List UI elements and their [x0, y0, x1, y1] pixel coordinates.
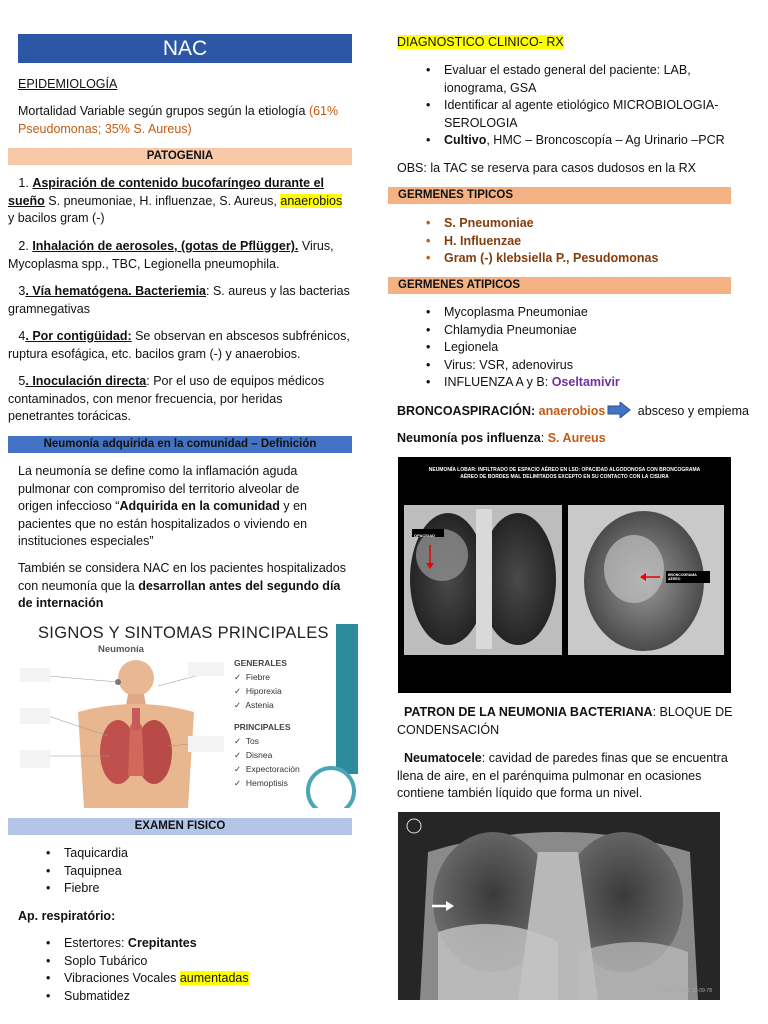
patogenia-item-4: 4. Por contigüidad: Se observan en abscesos subfrénicos, ruptura esofágica, etc. bacilos gram (-) y anaerobios. — [8, 329, 350, 361]
patogenia-item-5: 5. Inoculación directa: Por el uso de equipos médicos contaminados, con menor frecuencia, por heridas penetrantes torácicas. — [8, 374, 325, 423]
check-icon: ✓ — [234, 700, 242, 710]
epidemiologia-heading: EPIDEMIOLOGÍA — [18, 77, 118, 91]
list-item: • Vibraciones Vocales aumentadas — [38, 970, 358, 988]
obs-text: OBS: la TAC se reserva para casos dudosos en la RX — [397, 161, 696, 175]
examen-fisico-header: EXAMEN FISICO — [8, 818, 352, 835]
logo-circle-icon — [306, 766, 356, 808]
germenes-tipicos-header: GERMENES TIPICOS — [388, 187, 731, 204]
germenes-atipicos-list — [418, 304, 738, 392]
list-item: • Legionela — [418, 339, 738, 357]
ap-respiratorio-label: Ap. respiratório: — [18, 909, 116, 923]
mortalidad-text: Mortalidad Variable según grupos según la etiología (61% Pseudomonas; 35% S. Aureus) — [18, 104, 339, 136]
xray-lungs-drawing — [398, 499, 731, 693]
signos-sintomas-infographic — [18, 622, 358, 808]
list-item: • Taquipnea — [38, 863, 338, 881]
xray-label-broncograma: BRONCOGRAMA AÉREO — [668, 573, 697, 581]
infographic-subtitle: Neumonía — [98, 644, 144, 655]
broncoaspiracion-text: BRONCOASPIRACIÓN: anaerobios absceso y empiema — [397, 404, 749, 418]
patron-text: PATRON DE LA NEUMONIA BACTERIANA: BLOQUE DE CONDENSACIÓN — [397, 705, 733, 737]
generales-list: GENERALES ✓ Fiebre ✓ Hiporexia ✓ Astenia — [234, 658, 287, 710]
list-item: • Estertores: Crepitantes — [38, 935, 358, 953]
check-icon: ✓ — [234, 764, 242, 774]
list-item: • Identificar al agente etiológico MICROBIOLOGIA- SEROLOGIA — [418, 97, 748, 132]
check-icon: ✓ — [234, 736, 242, 746]
ap-respiratorio-list — [38, 935, 358, 1005]
check-icon: ✓ — [234, 750, 242, 760]
xray-label-opacidad: OPACIDAD — [414, 533, 436, 538]
xray-caption: NEUMONÍA LOBAR: INFILTRADO DE ESPACIO AÉREO EN LSD: OPACIDAD ALGODONOSA CON BRONCOGRAMA AÉREO DE BORDES MAL DELIMITADOS EXCEPTO EN SU CONTACTO CON LA CISURA — [428, 467, 701, 480]
list-item: • Taquicardia — [38, 845, 338, 863]
list-item: • Mycoplasma Pneumoniae — [418, 304, 738, 322]
diagnostico-header: DIAGNOSTICO CLINICO- RX — [397, 35, 564, 49]
xray-chest-drawing — [398, 812, 720, 1000]
germenes-atipicos-header: GERMENES ATIPICOS — [388, 277, 731, 294]
patogenia-item-1: 1. Aspiración de contenido bucofaríngeo durante el sueño S. pneumoniae, H. influenzae, S. Aureus, anaerobios y bacilos gram (-) — [8, 176, 343, 225]
pos-influenza-text: Neumonía pos influenza: S. Aureus — [397, 431, 606, 445]
patogenia-item-2: 2. Inhalación de aerosoles, (gotas de Pflügger). Virus, Mycoplasma spp., TBC, Legionella pneumophila. — [8, 239, 334, 271]
neumatocele-text: Neumatocele: cavidad de paredes finas que se encuentra llena de aire, en el parénquima pulmonar en ocasiones contiene también líquido que forma un nivel. — [397, 751, 728, 800]
body-illustration — [18, 656, 228, 808]
list-item: • H. Influenzae — [418, 233, 738, 251]
diagnostico-list — [418, 62, 748, 150]
germenes-tipicos-list — [418, 215, 738, 268]
list-item: • INFLUENZA A y B: Oseltamivir — [418, 374, 738, 392]
principales-list: PRINCIPALES ✓ Tos ✓ Disnea ✓ Expectoración ✓ Hemoptisis — [234, 722, 300, 788]
definicion-text-2: También se considera NAC en los pacientes hospitalizados con neumonía que la desarrollan antes del segundo día de internación — [18, 561, 346, 610]
teal-side-bar — [336, 624, 358, 774]
definicion-text: La neumonía se define como la inflamación aguda pulmonar con compromiso del territorio alveolar de origen infeccioso “Adquirida en la comunidad y en pacientes que no están hospitalizados o viviendo en instituciones especiales” — [18, 464, 308, 548]
xray-lobar-pneumonia-image — [398, 457, 731, 693]
examen-fisico-list — [38, 845, 338, 898]
list-item: • Submatidez — [38, 988, 358, 1006]
patogenia-item-3: 3. Vía hematógena. Bacteriemia: S. aureus y las bacterias gramnegativas — [8, 284, 350, 316]
definicion-header: Neumonía adquirida en la comunidad – Definición — [8, 436, 352, 453]
list-item: • Cultivo, HMC – Broncoscopía – Ag Urinario –PCR — [418, 132, 748, 150]
patogenia-header: PATOGENIA — [8, 148, 352, 165]
list-item: • Chlamydia Pneumoniae — [418, 322, 738, 340]
list-item: • Soplo Tubárico — [38, 953, 358, 971]
page-title: NAC — [18, 34, 352, 63]
list-item: • Fiebre — [38, 880, 338, 898]
list-item: • S. Pneumoniae — [418, 215, 738, 233]
xray-stamp: Smmpn, 2016-12-09-78 — [659, 988, 712, 994]
check-icon: ✓ — [234, 686, 242, 696]
arrow-right-icon — [607, 402, 631, 418]
xray-neumatocele-image — [398, 812, 720, 1000]
list-item: • Virus: VSR, adenovirus — [418, 357, 738, 375]
check-icon: ✓ — [234, 672, 242, 682]
infographic-title: SIGNOS Y SINTOMAS PRINCIPALES — [38, 624, 329, 642]
list-item: • Gram (-) klebsiella P., Pesudomonas — [418, 250, 738, 268]
check-icon: ✓ — [234, 778, 242, 788]
list-item: • Evaluar el estado general del paciente: LAB, ionograma, GSA — [418, 62, 748, 97]
